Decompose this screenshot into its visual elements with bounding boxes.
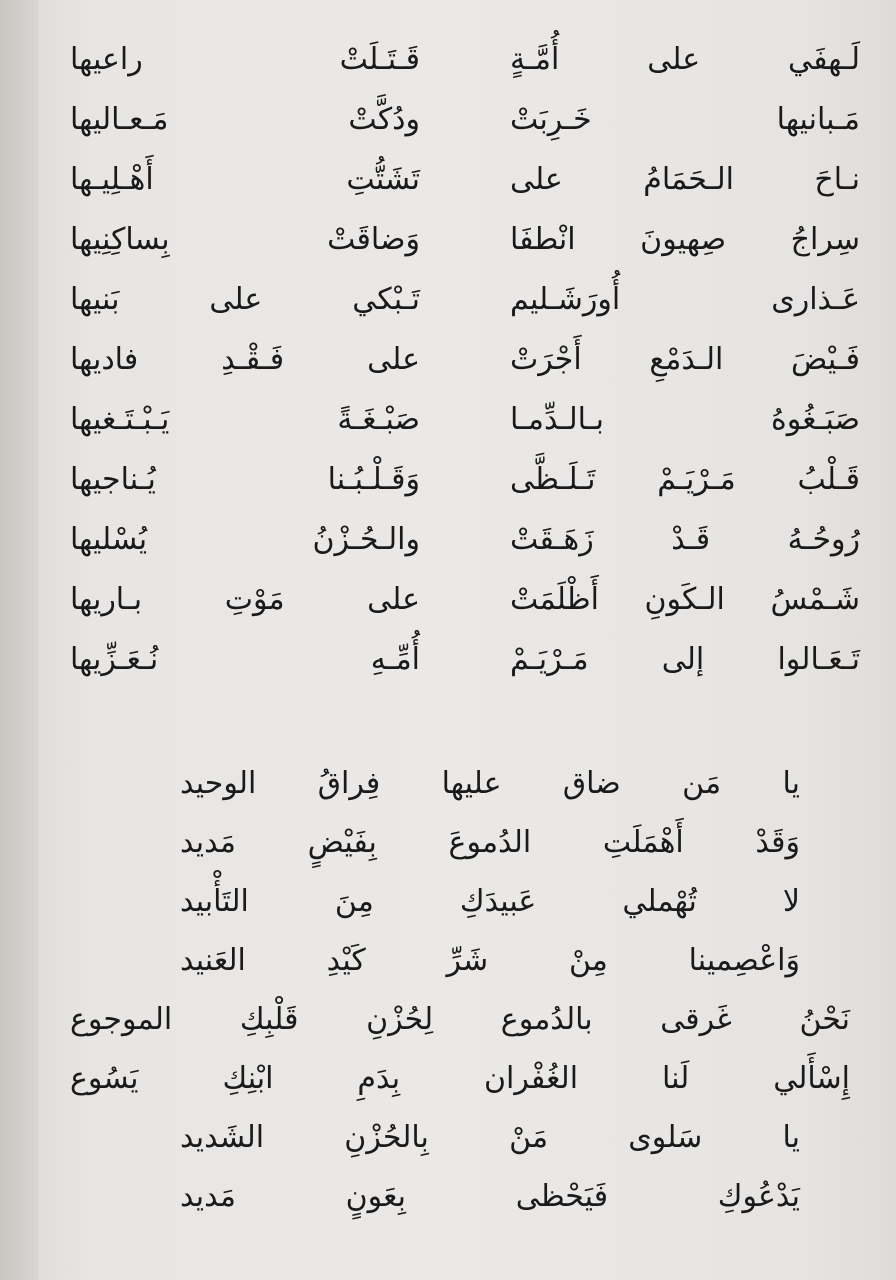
verse-first-hemistich: شَـمْسُ الـكَونِ أَظْلَمَتْ (510, 582, 860, 617)
verse-second-hemistich: صَبْـغَـةً يَـبْـتَـغيها (70, 402, 420, 437)
poem-line-text: يا سَلوى مَنْ بِالحُزْنِ الشَديد (180, 1120, 800, 1155)
verse-second-hemistich: تَـبْكي على بَنيها (70, 282, 420, 317)
verse-first-hemistich: نـاحَ الـحَمَامُ على (510, 162, 860, 197)
poem-line-text: نَحْنُ غَرقى بالدُموع لِحُزْنِ قَلْبِكِ الموجوع (70, 1002, 850, 1037)
verse-second-hemistich: وَضاقَتْ بِساكِنِيها (70, 222, 420, 257)
verse-row (60, 630, 860, 690)
poem-stanza-2 (60, 755, 860, 1227)
poem-line-text: يا مَن ضاق عليها فِراقُ الوحيد (180, 766, 800, 801)
verse-row (60, 450, 860, 510)
verse-row (60, 330, 860, 390)
verse-first-hemistich: عَـذارى أُورَشَـليم (510, 282, 860, 317)
verse-row (60, 570, 860, 630)
verse-second-hemistich: قَـتَـلَتْ راعيها (70, 42, 420, 77)
poem-line (60, 932, 860, 991)
poem-line (60, 1109, 860, 1168)
verse-first-hemistich: مَـبانيها خَـرِبَتْ (510, 102, 860, 137)
verse-row (60, 270, 860, 330)
verse-first-hemistich: صَبَـغُوهُ بـالـدِّمـا (510, 402, 860, 437)
page-gutter-edge (0, 0, 38, 1280)
verse-row (60, 210, 860, 270)
poem-line-text: وَاعْصِمينا مِنْ شَرِّ كَيْدِ العَنيد (180, 943, 800, 978)
poem-line (60, 814, 860, 873)
verse-second-hemistich: على فَـقْـدِ فاديها (70, 342, 420, 377)
verse-second-hemistich: ودُكَّتْ مَـعـاليها (70, 102, 420, 137)
verse-second-hemistich: تَشَتُّتِ أَهْـلِيـها (70, 162, 420, 197)
poem-line-text: لا تُهْملي عَبيدَكِ مِنَ التَأْبيد (180, 884, 800, 919)
verse-row (60, 90, 860, 150)
verse-first-hemistich: فَـيْضَ الـدَمْعِ أَجْرَتْ (510, 342, 860, 377)
verse-second-hemistich: على مَوْتِ بـاريها (70, 582, 420, 617)
poem-line (60, 873, 860, 932)
verse-first-hemistich: رُوحُـهُ قَـدْ زَهَـقَتْ (510, 522, 860, 557)
verse-first-hemistich: سِراجُ صِهيونَ انْطفَا (510, 222, 860, 257)
verse-row (60, 150, 860, 210)
verse-row (60, 510, 860, 570)
verse-second-hemistich: وَقَـلْـبُـنا يُـناجيها (70, 462, 420, 497)
verse-first-hemistich: تَـعَـالوا إلى مَـرْيَـمْ (510, 642, 860, 677)
poem-line (60, 755, 860, 814)
poem-stanza-1 (60, 30, 860, 690)
poem-line-text: يَدْعُوكِ فَيَحْظى بِعَونٍ مَديد (180, 1179, 800, 1214)
verse-row (60, 390, 860, 450)
verse-second-hemistich: والـحُـزْنُ يُسْليها (70, 522, 420, 557)
poem-line (60, 1050, 860, 1109)
verse-second-hemistich: أُمِّـهِ نُـعَـزِّيها (70, 642, 420, 677)
verse-first-hemistich: قَـلْبُ مَـرْيَـمْ تَـلَـظَّى (510, 462, 860, 497)
poem-line-text: إِسْأَلي لَنا الغُفْران بِدَمِ ابْنِكِ يَسُوع (70, 1061, 850, 1096)
poem-line (60, 991, 860, 1050)
poem-line (60, 1168, 860, 1227)
poem-line-text: وَقَدْ أَهْمَلَتِ الدُموعَ بِفَيْضٍ مَديد (180, 825, 800, 860)
verse-first-hemistich: لَـهفَي على أُمَّـةٍ (510, 42, 860, 77)
verse-row (60, 30, 860, 90)
